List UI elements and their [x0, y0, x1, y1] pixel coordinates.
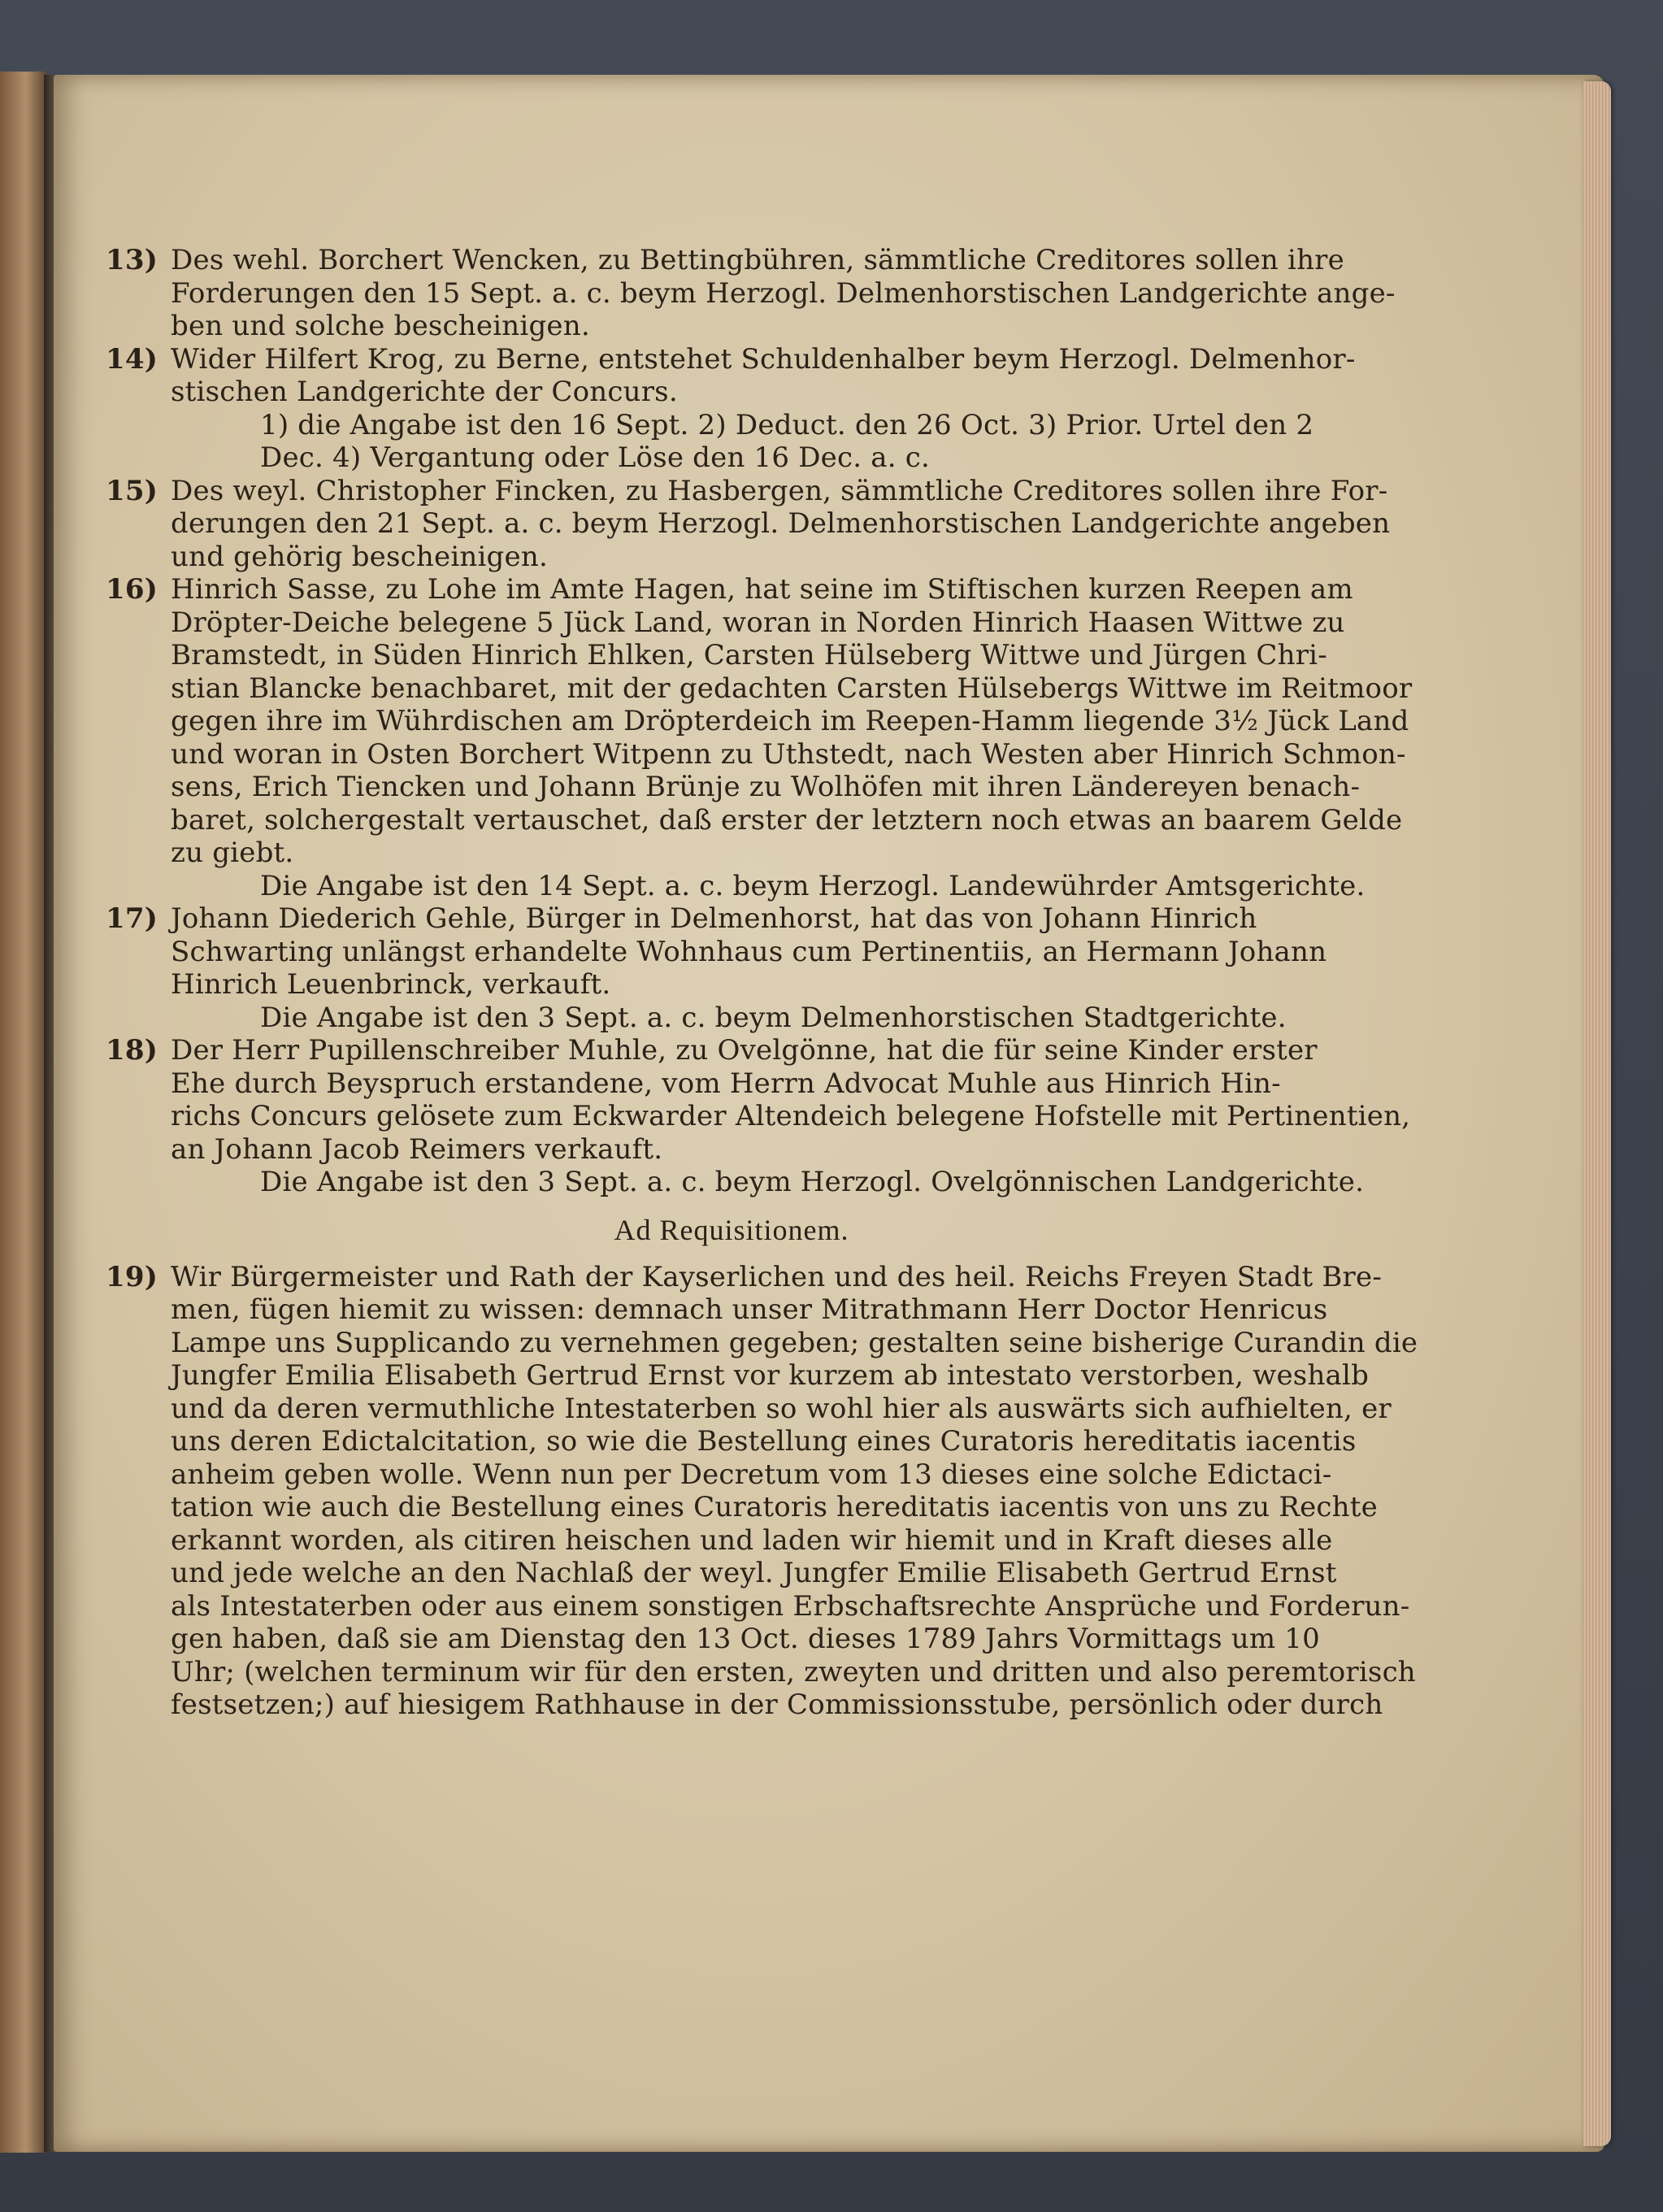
text-line: Lampe uns Supplicando zu vernehmen gegeben; gestalten seine bisherige Curandin die	[171, 1326, 1418, 1359]
text-line: derungen den 21 Sept. a. c. beym Herzogl. Delmenhorstischen Landgerichte angeben	[171, 507, 1391, 540]
text-line: gegen ihre im Wührdischen am Dröpterdeich im Reepen-Hamm liegende 3½ Jück Land	[171, 705, 1409, 737]
notice-number: 14)	[106, 342, 158, 376]
text-line: Dröpter-Deiche belegene 5 Jück Land, woran in Norden Hinrich Haasen Wittwe zu	[171, 606, 1345, 639]
notice-body	[106, 1260, 1418, 1722]
notice-number: 19)	[106, 1260, 158, 1293]
notice-number: 13)	[106, 244, 158, 276]
text-line: stian Blancke benachbaret, mit der gedachten Carsten Hülsebergs Wittwe im Reitmoor	[171, 671, 1413, 705]
notice-entry	[106, 244, 1396, 343]
text-line: an Johann Jacob Reimers verkauft.	[171, 1132, 663, 1166]
text-line: Hinrich Leuenbrinck, verkauft.	[171, 968, 611, 1001]
notice-entry	[106, 1034, 1411, 1199]
text-line: Schwarting unlängst erhandelte Wohnhaus cum Pertinentiis, an Hermann Johann	[171, 935, 1327, 968]
text-line: Des weyl. Christopher Fincken, zu Hasbergen, sämmtliche Creditores sollen ihre For-	[171, 474, 1388, 507]
text-line: und jede welche an den Nachlaß der weyl. Jungfer Emilie Elisabeth Gertrud Ernst	[171, 1557, 1337, 1589]
text-line: Uhr; (welchen terminum wir für den ersten, zweyten und dritten und also peremtorisch	[171, 1655, 1416, 1688]
notice-body	[106, 1034, 1411, 1199]
text-line: tation wie auch die Bestellung eines Curatoris hereditatis iacentis von uns zu Rechte	[171, 1491, 1378, 1523]
notice-number: 17)	[106, 902, 158, 935]
text-line: erkannt worden, als citiren heischen und laden wir hiemit und in Kraft dieses alle	[171, 1523, 1333, 1557]
text-line: richs Concurs gelösete zum Eckwarder Altendeich belegene Hofstelle mit Pertinentien,	[171, 1100, 1411, 1132]
text-line: zu giebt.	[171, 837, 294, 869]
notice-entry	[106, 573, 1413, 902]
notice-entry	[106, 474, 1391, 574]
notice-body	[106, 573, 1413, 902]
text-line: Des wehl. Borchert Wencken, zu Bettingbühren, sämmtliche Creditores sollen ihre	[171, 244, 1344, 276]
notice-entry	[106, 342, 1356, 475]
notice-entry	[106, 902, 1327, 1034]
text-line: ben und solche bescheinigen.	[171, 310, 590, 342]
text-line: Jungfer Emilia Elisabeth Gertrud Ernst vor kurzem ab intestato verstorben, weshalb	[171, 1359, 1370, 1392]
text-line: uns deren Edictalcitation, so wie die Bestellung eines Curatoris hereditatis iacentis	[171, 1425, 1357, 1458]
text-line: und da deren vermuthliche Intestaterben so wohl hier als auswärts sich aufhielten, er	[171, 1392, 1392, 1425]
text-line: baret, solchergestalt vertauschet, daß erster der letztern noch etwas an baarem Gelde	[171, 803, 1403, 837]
notice-body	[106, 244, 1396, 343]
text-line: sens, Erich Tiencken und Johann Brünje zu Wolhöfen mit ihren Ländereyen benach-	[171, 771, 1361, 803]
text-line: festsetzen;) auf hiesigem Rathhause in der Commissionsstube, persönlich oder durch	[171, 1688, 1383, 1721]
notice-body	[106, 342, 1356, 475]
text-line: Forderungen den 15 Sept. a. c. beym Herzogl. Delmenhorstischen Landgerichte ange-	[171, 276, 1396, 310]
text-line: Wider Hilfert Krog, zu Berne, entstehet Schuldenhalber beym Herzogl. Delmenhor-	[171, 342, 1356, 376]
text-line: Wir Bürgermeister und Rath der Kayserlichen und des heil. Reichs Freyen Stadt Bre-	[171, 1260, 1383, 1293]
text-line: und gehörig bescheinigen.	[171, 540, 548, 573]
section-heading: Ad Requisitionem.	[614, 1213, 849, 1246]
text-line: als Intestaterben oder aus einem sonstigen Erbschaftsrechte Ansprüche und Forderun-	[171, 1589, 1410, 1623]
date-line: Dec. 4) Vergantung oder Löse den 16 Dec. a. c.	[260, 441, 930, 474]
facing-page-edge	[0, 72, 47, 2153]
notice-entry	[106, 1260, 1418, 1722]
text-line: men, fügen hiemit zu wissen: demnach unser Mitrathmann Herr Doctor Henricus	[171, 1293, 1328, 1326]
date-line: Die Angabe ist den 14 Sept. a. c. beym Herzogl. Landewührder Amtsgerichte.	[260, 869, 1366, 902]
text-line: stischen Landgerichte der Concurs.	[171, 376, 678, 408]
text-line: Hinrich Sasse, zu Lohe im Amte Hagen, hat seine im Stiftischen kurzen Reepen am	[171, 573, 1353, 606]
text-line: Ehe durch Beyspruch erstandene, vom Herrn Advocat Muhle aus Hinrich Hin-	[171, 1067, 1281, 1100]
text-line: Johann Diederich Gehle, Bürger in Delmenhorst, hat das von Johann Hinrich	[171, 902, 1257, 935]
notice-number: 18)	[106, 1034, 158, 1067]
text-line: anheim geben wolle. Wenn nun per Decretum vom 13 dieses eine solche Edictaci-	[171, 1458, 1332, 1491]
notice-number: 15)	[106, 474, 158, 507]
date-line: 1) die Angabe ist den 16 Sept. 2) Deduct. den 26 Oct. 3) Prior. Urtel den 2	[260, 408, 1314, 441]
page-text	[106, 244, 1418, 1722]
text-line: Der Herr Pupillenschreiber Muhle, zu Ovelgönne, hat die für seine Kinder erster	[171, 1034, 1318, 1067]
text-line: und woran in Osten Borchert Witpenn zu Uthstedt, nach Westen aber Hinrich Schmon-	[171, 737, 1406, 771]
text-line: Bramstedt, in Süden Hinrich Ehlken, Carsten Hülseberg Wittwe und Jürgen Chri-	[171, 639, 1327, 671]
text-line: gen haben, daß sie am Dienstag den 13 Oct. dieses 1789 Jahrs Vormittags um 10	[171, 1623, 1320, 1655]
date-line: Die Angabe ist den 3 Sept. a. c. beym Herzogl. Ovelgönnischen Landgerichte.	[260, 1166, 1365, 1198]
notice-body	[106, 902, 1327, 1034]
date-line: Die Angabe ist den 3 Sept. a. c. beym Delmenhorstischen Stadtgerichte.	[260, 1001, 1287, 1034]
notice-number: 16)	[106, 573, 158, 606]
page-stack-edges	[1583, 81, 1611, 2146]
notice-body	[106, 474, 1391, 574]
